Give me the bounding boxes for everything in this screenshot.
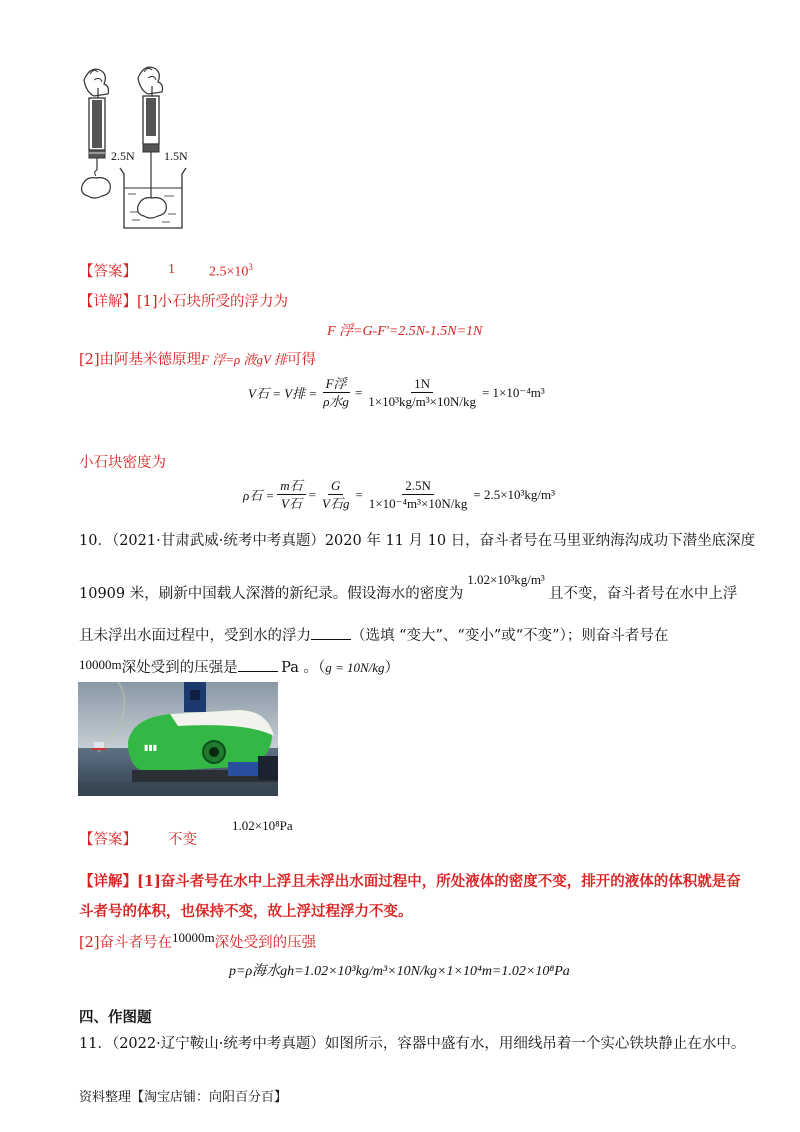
svg-text:▮▮▮: ▮▮▮: [144, 743, 158, 752]
q10-line-1: 10．（2021·甘肃武威·统考中考真题）2020 年 11 月 10 日，奋斗者号在马里亚纳海沟成功下潜坐底深度: [79, 533, 756, 549]
q10-blank-2[interactable]: [238, 659, 278, 672]
q9-density-title: 小石块密度为: [79, 455, 166, 471]
right-scale-reading: 1.5N: [164, 149, 188, 163]
submarine-photo: [78, 682, 278, 796]
q10-blank-1[interactable]: [311, 627, 351, 640]
q10-line-4: 10000m深处受到的压强是 Pa 。（g = 10N/kg）: [79, 657, 400, 676]
q10-detail-1b: 斗者号的体积，也保持不变，故上浮过程浮力不变。: [79, 903, 413, 920]
q10-pressure-equation: p=ρ海水gh=1.02×10³kg/m³×10N/kg×1×10⁴m=1.02×10⁸Pa: [229, 964, 570, 979]
q9-answer-label: 【答案】: [79, 264, 137, 280]
q10-detail-2: [2]奋斗者号在10000m深处受到的压强: [79, 930, 317, 951]
q10-answer-1: 不变: [168, 832, 197, 848]
q10-line-3: 且未浮出水面过程中，受到水的浮力 （选填 “变大”、“变小”或“不变”）；则奋斗者号在: [79, 628, 669, 644]
q11-text: 11．（2022·辽宁鞍山·统考中考真题）如图所示，容器中盛有水，用细线吊着一个实心铁块静止在水中。: [79, 1036, 746, 1052]
left-scale-reading: 2.5N: [111, 149, 135, 163]
section-title: 四、作图题: [79, 1009, 152, 1026]
q10-line-2: 10909 米，刷新中国载人深潜的新纪录。假设海水的密度为1.02×10³kg/m³且不变，奋斗者号在水中上浮: [79, 572, 738, 602]
q10-detail-1a: 【详解】[1]奋斗者号在水中上浮且未浮出水面过程中，所处液体的密度不变，排开的液体的体积就是奋: [79, 873, 741, 890]
q9-buoyancy-equation: F 浮=G-F'=2.5N-1.5N=1N: [327, 324, 483, 339]
q10-answer-2: 1.02×10⁸Pa: [232, 818, 293, 833]
q9-detail-2: [2]由阿基米德原理F 浮=ρ 液gV 排可得: [79, 352, 316, 368]
q9-volume-equation: V石 = V排 = $\frac{\text{F浮}}{\text{ρ水g}}$ = $\frac{1N}{\text{1×10³kg/m³×10N/kg}}$ = 1×10⁻⁴m³: [248, 376, 545, 409]
spring-scale-figure: [72, 62, 192, 234]
q9-answer-1: 1: [168, 262, 175, 277]
q9-detail-1: 【详解】[1]小石块所受的浮力为: [79, 294, 289, 310]
q9-answer-2: $2.5\times 10^3$: [209, 262, 253, 280]
q10-answer-label: 【答案】: [79, 832, 137, 848]
footer: 资料整理【淘宝店铺：向阳百分百】: [79, 1090, 288, 1105]
q9-density-equation: ρ石 = $\frac{\text{m石}}{\text{V石}}$ = $\frac{G}{\text{V石g}}$ = $\frac{2.5N}{\text{1×10⁻⁴m³×10N/kg}}$ = 2.5×10³kg/m³: [243, 478, 556, 511]
